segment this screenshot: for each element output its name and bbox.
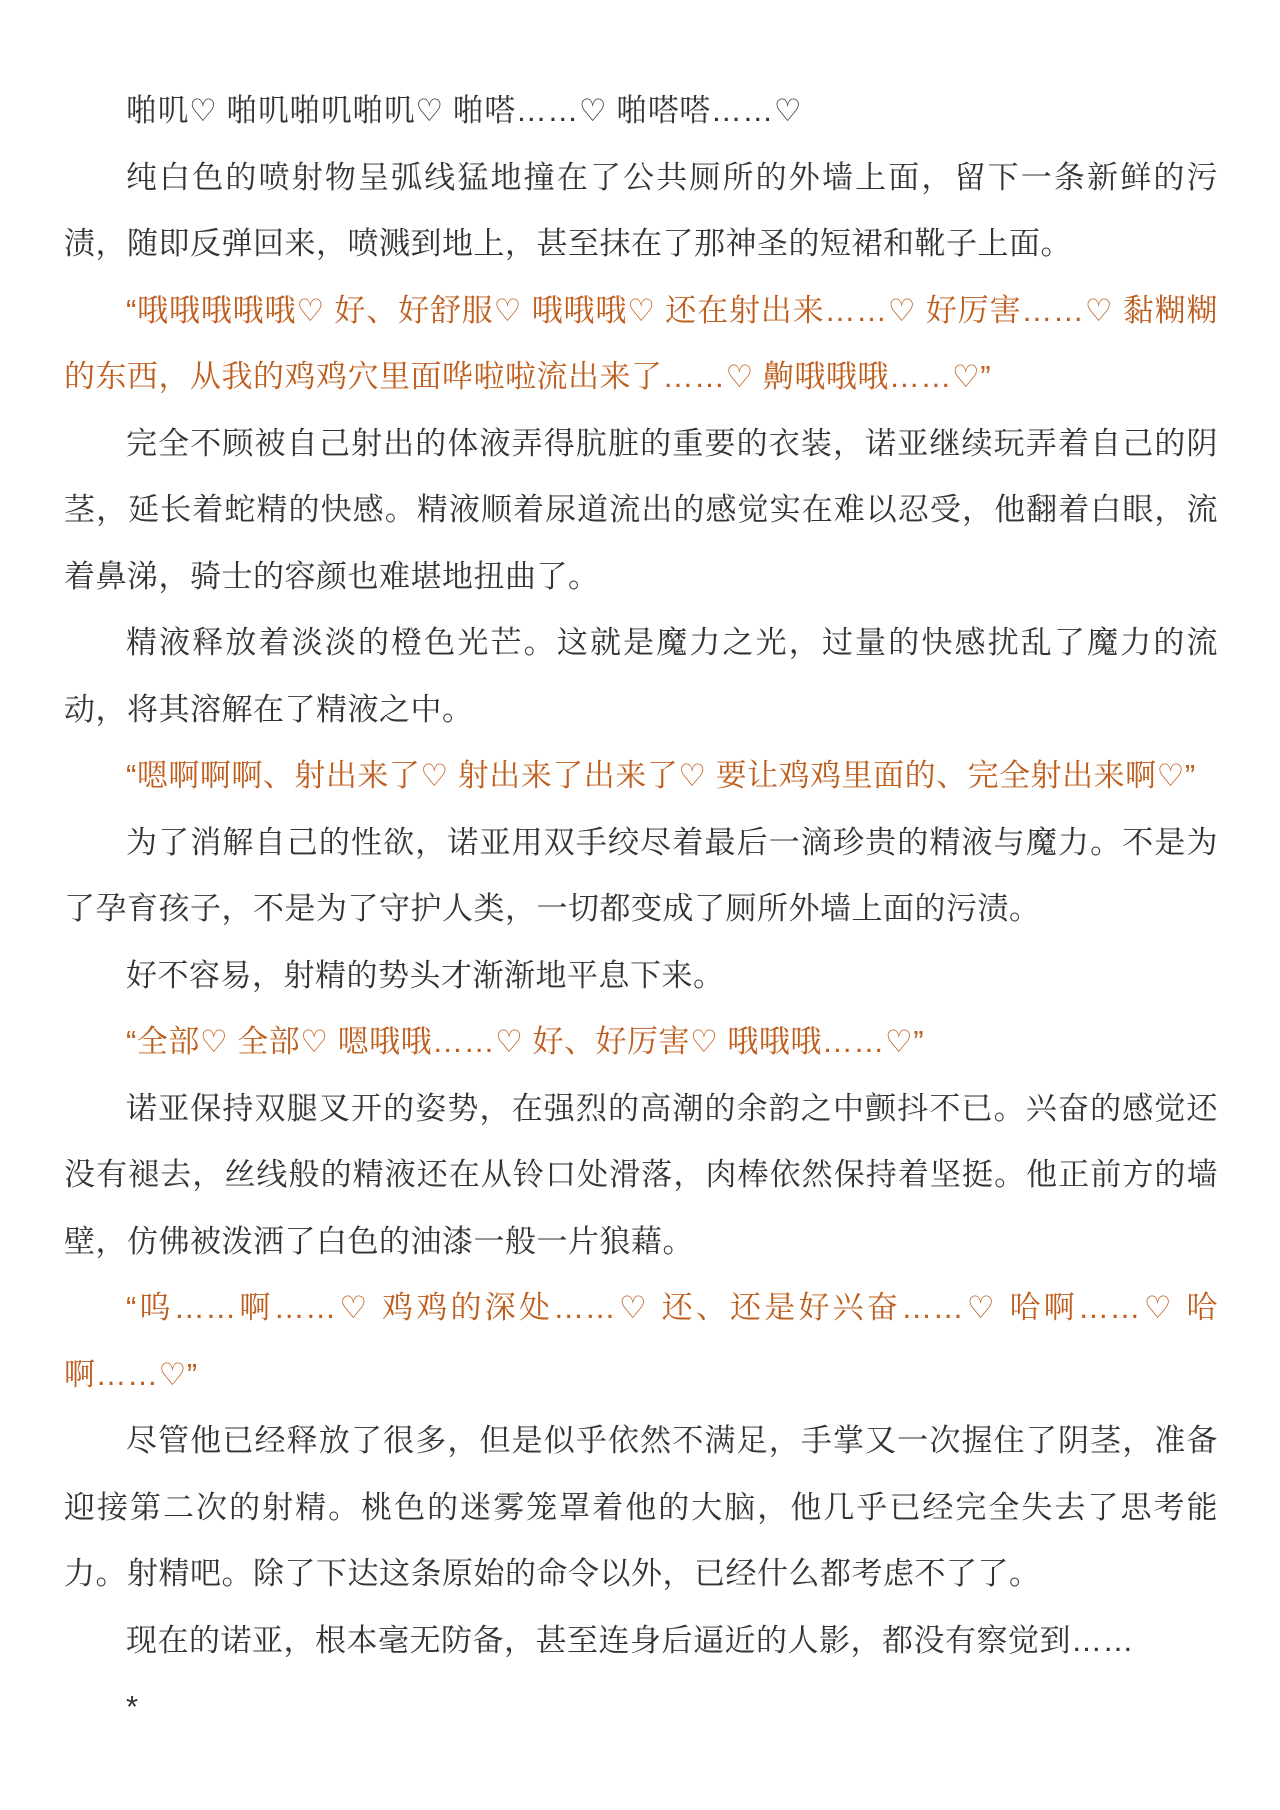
paragraph-narration: 好不容易，射精的势头才渐渐地平息下来。 [126, 957, 725, 993]
paragraph-dialogue: “全部♡ 全部♡ 嗯哦哦……♡ 好、好厉害♡ 哦哦哦……♡” [126, 1024, 925, 1059]
paragraph-narration: 现在的诺亚，根本毫无防备，甚至连身后逼近的人影，都没有察觉到…… [126, 1622, 1134, 1658]
paragraph-narration: 为了消解自己的性欲，诺亚用双手绞尽着最后一滴珍贵的精液与魔力。不是为了孕育孩子，不是为了守护人类，一切都变成了厕所外墙上面的污渍。 [64, 824, 1218, 926]
document-body [64, 78, 1218, 1741]
paragraph-narration: 纯白色的喷射物呈弧线猛地撞在了公共厕所的外墙上面，留下一条新鲜的污渍，随即反弹回来，喷溅到地上，甚至抹在了那神圣的短裙和靴子上面。 [64, 159, 1218, 261]
paragraph-narration: 尽管他已经释放了很多，但是似乎依然不满足，手掌又一次握住了阴茎，准备迎接第二次的射精。桃色的迷雾笼罩着他的大脑，他几乎已经完全失去了思考能力。射精吧。除了下达这条原始的命令以外，已经什么都考虑不了了。 [64, 1423, 1218, 1591]
paragraph-sfx: 啪叽♡ 啪叽啪叽啪叽♡ 啪嗒……♡ 啪嗒嗒……♡ [126, 93, 803, 128]
paragraph-narration: 精液释放着淡淡的橙色光芒。这就是魔力之光，过量的快感扰乱了魔力的流动，将其溶解在了精液之中。 [64, 625, 1218, 727]
paragraph-section-break: * [126, 1689, 139, 1724]
paragraph-dialogue: “呜……啊……♡ 鸡鸡的深处……♡ 还、还是好兴奋……♡ 哈啊……♡ 哈啊……♡” [64, 1290, 1218, 1392]
paragraph-narration: 完全不顾被自己射出的体液弄得肮脏的重要的衣装，诺亚继续玩弄着自己的阴茎，延长着蛇精的快感。精液顺着尿道流出的感觉实在难以忍受，他翻着白眼，流着鼻涕，骑士的容颜也难堪地扭曲了。 [64, 425, 1218, 594]
paragraph-dialogue: “哦哦哦哦哦♡ 好、好舒服♡ 哦哦哦♡ 还在射出来……♡ 好厉害……♡ 黏糊糊的东西，从我的鸡鸡穴里面哗啦啦流出来了……♡ 齁哦哦哦……♡” [64, 292, 1218, 394]
paragraph-narration: 诺亚保持双腿叉开的姿势，在强烈的高潮的余韵之中颤抖不已。兴奋的感觉还没有褪去，丝线般的精液还在从铃口处滑落，肉棒依然保持着坚挺。他正前方的墙壁，仿佛被泼洒了白色的油漆一般一片狼藉。 [64, 1090, 1218, 1259]
paragraph-dialogue: “嗯啊啊啊、射出来了♡ 射出来了出来了♡ 要让鸡鸡里面的、完全射出来啊♡” [126, 758, 1196, 793]
